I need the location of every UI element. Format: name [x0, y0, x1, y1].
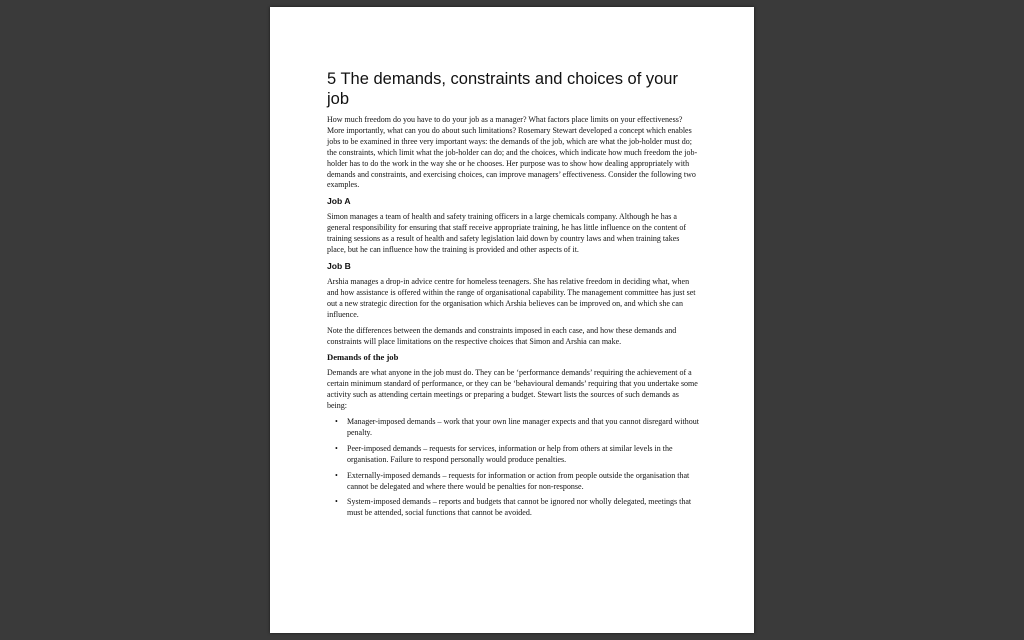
list-item-text: Peer-imposed demands – requests for services, information or help from others at similar levels in the organisation. Failure to respond personally would produce penalties.: [347, 443, 673, 464]
list-item-text: System-imposed demands – reports and budgets that cannot be ignored nor wholly delegated, meetings that must be attended, social functions that cannot be avoided.: [347, 497, 692, 518]
demands-list: [327, 417, 699, 519]
note-paragraph: Note the differences between the demands and constraints imposed in each case, and how these demands and constraints will place limitations on the respective choices that Simon and Arshia can make.: [327, 325, 677, 346]
page-title: 5 The demands, constraints and choices of your job: [327, 70, 678, 108]
list-item: [335, 443, 699, 466]
bullet-icon: •: [335, 470, 338, 480]
bullet-icon: •: [335, 417, 338, 427]
demands-heading: Demands of the job: [327, 352, 399, 363]
intro-paragraph: How much freedom do you have to do your job as a manager? What factors place limits on your effectiveness? More importantly, what can you do about such limitations? Rosemary Stewart developed a concept which enables jobs to be examined in three very important ways: the demands of the job, which are what the job-holder must do; the constraints, which limit what the job-holder can do; and the choices, which indicate how much freedom the job-holder has to do the work in the way she or he chooses. Her purpose was to show how dealing appropriately with demands and constraints, and exercising choices, can improve managers’ effectiveness. Consider the following two examples.: [327, 115, 698, 190]
page-content: [327, 69, 699, 524]
demands-paragraph: Demands are what anyone in the job must do. They can be ‘performance demands’ requiring the achievement of a certain minimum standard of performance, or they can be ‘behavioural demands’ requiring that you undertake some activity such as attending certain meetings or preparing a budget. Stewart lists the sources of such demands as being:: [327, 368, 698, 411]
list-item: [335, 497, 699, 519]
job-b-heading: Job B: [327, 260, 351, 271]
job-a-paragraph: Simon manages a team of health and safety training officers in a large chemicals company. Although he has a general responsibility for ensuring that staff receive appropriate training, he has little influence on the content of training sessions as a result of health and safety legislation laid down by country laws and when training takes place, but he can influence how the training is provided and other aspects of it.: [327, 212, 687, 255]
job-a-heading: Job A: [327, 196, 351, 207]
job-b-paragraph: Arshia manages a drop-in advice centre for homeless teenagers. She has relative freedom in deciding what, when and how assistance is offered within the range of organisational capability. The management committee has just set out a new strategic direction for the organisation which Arshia believes can be improved on, and which she can influence.: [327, 276, 696, 319]
list-item-text: Manager-imposed demands – work that your own line manager expects and that you cannot disregard without penalty.: [347, 417, 699, 437]
list-item: [335, 417, 699, 439]
list-item: [335, 470, 699, 493]
list-item-text: Externally-imposed demands – requests for information or action from people outside the organisation that cannot be delegated and where there would be penalties for non-response.: [347, 470, 690, 491]
bullet-icon: •: [335, 497, 338, 507]
bullet-icon: •: [335, 443, 338, 453]
document-page[interactable]: [270, 7, 754, 633]
